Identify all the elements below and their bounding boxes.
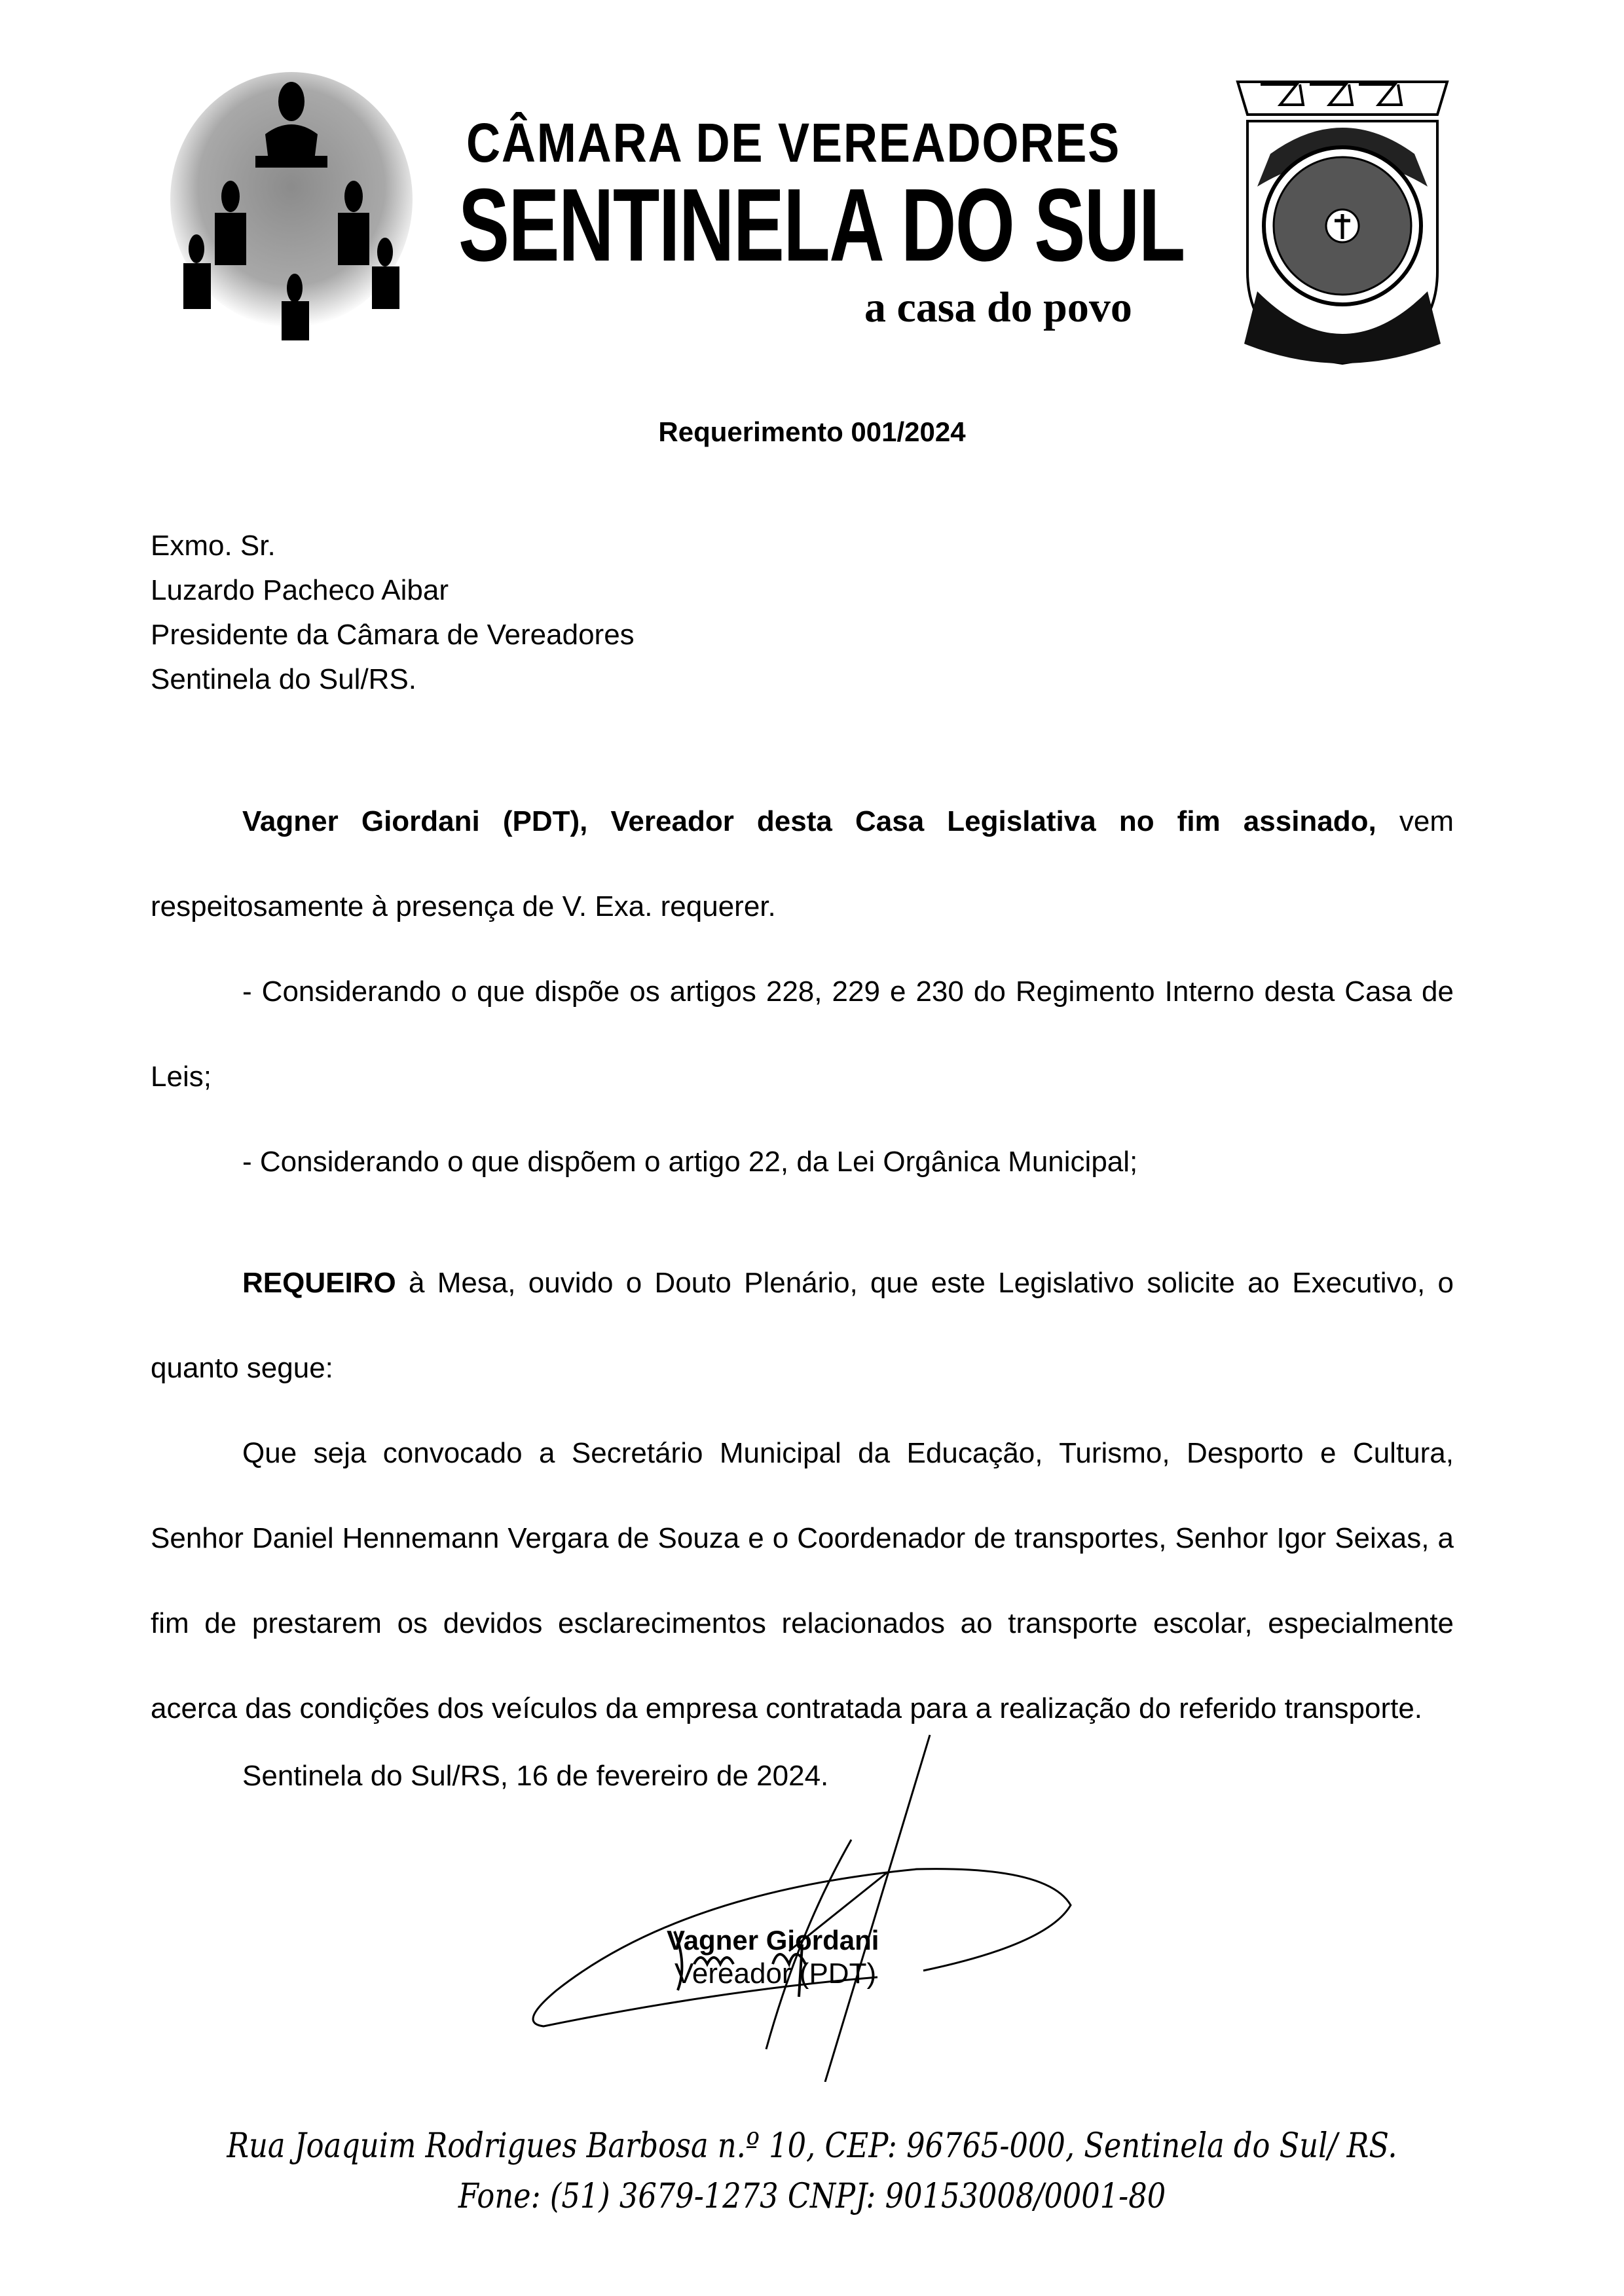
intro-rest: vem respeitosamente à presença de V. Exa. requerer. bbox=[151, 805, 1454, 922]
addressee-name: Luzardo Pacheco Aibar bbox=[151, 574, 449, 606]
addressee-block bbox=[151, 524, 635, 702]
addressee-salutation: Exmo. Sr. bbox=[151, 530, 276, 562]
header-chamber-name: CÂMARA DE VEREADORES bbox=[466, 112, 1121, 173]
footer-contact: Fone: (51) 3679-1273 CNPJ: 90153008/0001-80 bbox=[458, 2177, 1166, 2216]
considerando-1 bbox=[151, 949, 1454, 1120]
requeiro-bold: REQUEIRO bbox=[242, 1267, 396, 1299]
header-tagline: a casa do povo bbox=[864, 283, 1132, 331]
footer-address: Rua Joaquim Rodrigues Barbosa n.º 10, CEP: 96765-000, Sentinela do Sul/ RS. bbox=[227, 2126, 1397, 2166]
requeiro-paragraph bbox=[151, 1241, 1454, 1411]
request-text: Que seja convocado a Secretário Municipal da Educação, Turismo, Desporto e Cultura, Senhor Daniel Hennemann Vergara de Souza e o Coordenador de transportes, Senhor Igor Seixas, a fim de prestarem os devidos esclarecimentos relacionados ao transporte escolar, especialmente acerca das condições dos veículos da empresa contratada para a realização do referido transporte. bbox=[151, 1437, 1454, 1724]
document-title: Requerimento 001/2024 bbox=[658, 416, 966, 447]
addressee-title: Presidente da Câmara de Vereadores bbox=[151, 619, 635, 651]
request-paragraph bbox=[151, 1411, 1454, 1751]
considerando-2-text: - Considerando o que dispõem o artigo 22, da Lei Orgânica Municipal; bbox=[242, 1146, 1138, 1178]
date-line: Sentinela do Sul/RS, 16 de fevereiro de 2024. bbox=[242, 1760, 829, 1792]
intro-paragraph bbox=[151, 779, 1454, 949]
coat-of-arms-icon bbox=[1231, 75, 1454, 373]
assembly-people-logo-icon bbox=[157, 72, 432, 354]
addressee-location: Sentinela do Sul/RS. bbox=[151, 663, 417, 695]
signatory-role: Vereador (PDT) bbox=[674, 1958, 877, 1990]
considerando-1-text: - Considerando o que dispõe os artigos 228, 229 e 230 do Regimento Interno desta Casa de Leis; bbox=[151, 975, 1454, 1093]
signatory-name: Vagner Giordani bbox=[667, 1925, 879, 1956]
requeiro-rest: à Mesa, ouvido o Douto Plenário, que este Legislativo solicite ao Executivo, o quanto segue: bbox=[151, 1267, 1454, 1384]
intro-bold: Vagner Giordani (PDT), Vereador desta Casa Legislativa no fim assinado, bbox=[242, 805, 1376, 837]
header-city-name: SENTINELA DO SUL bbox=[458, 168, 1185, 283]
considerando-2 bbox=[151, 1120, 1454, 1205]
